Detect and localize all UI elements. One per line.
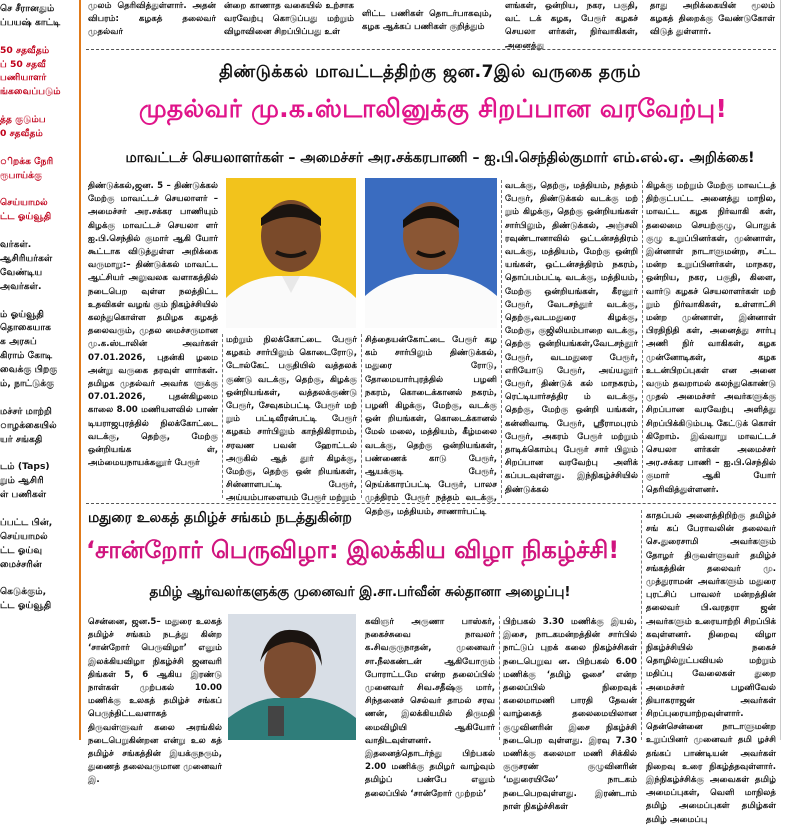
left-column-line: ட்ட ஓய்வூதி bbox=[0, 211, 52, 223]
article1-col1: திண்டுக்கல்,ஜன. 5 – திண்டுக்கல் மேற்கு மாவட்டச் செயலாளர் – அமைச்சர் அர.சக்கர பாணியும் கிழக்கு மாவட்டச் செயலா ளர் ஐ.பி.செந்தில் குமார் ஆகி யோர் கூட்டாக விடுத்துள்ள அறிக்கை வருமாறு:– திண்டுக்கல் மாவட்ட ஆட்சியர் அலுவலக வளாகத்தில் நடைபெற வுள்ள நலத்திட்ட உதவிகள் வழங் கும் நிகழ்ச்சியில் கலந்துகொள்ள தமிழக கழகத் தலைவரும், முதல மைச்சருமான மு.க.ஸ்டாலின் அவர்கள் 07.01.2026, புதன்கி ழமை அன்று வருகை தரவுள் ளார்கள். தமிழக முதல்வர் அவர்க ளுக்கு 07.01.2026, புதன்கிழமை காலை 8.00 மணியளவில் பாண் டியராஜபுரத்தில் நிலக்கோட்டை வடக்கு, தெற்கு, மேற்கு ஒன்றியங்க ள், அம்மையநாயக்கனூர் பேரூர் bbox=[88, 181, 218, 469]
article2-kicker: மதுரை உலகத் தமிழ்ச் சங்கம் நடத்துகின்ற bbox=[88, 510, 352, 526]
col-divider bbox=[222, 334, 223, 498]
left-column-line: 0 சதவீதம் bbox=[0, 128, 43, 140]
left-column-line: ங்கவைப்படும் bbox=[0, 86, 61, 98]
left-column-line: ிறக்க நேரி bbox=[0, 155, 54, 167]
left-column-line: க அரசுப் bbox=[0, 336, 37, 348]
left-column-line: வைக்கு பிறகு bbox=[0, 364, 58, 376]
article1-col5: கிழக்கு மற்றும் மேற்கு மாவட்டத் திற்குட்பட்ட அனைத்து மாநில, மாவட்ட கழக நிர்வாகி கள், தலைமை செயற்குழு, பொதுக் குழு உறுப்பினர்கள், முன்னாள், இன்னாள் நாடாளுமன்ற, சட்ட மன்ற உறுப்பினர்கள், மாநகர, ஒன்றிய, நகர, பகுதி, கிளை, வார்டு கழகச் செயலாளர்கள் மற் றும் நிர்வாகிகள், உள்ளாட்சி மன்ற முன்னாள், இன்னாள் பிரதிநிதி கள், அனைத்து சார்பு அணி நிர் வாகிகள், கழக முன்னோடிகள், கழக உடன்பிறப்புகள் என அனை வரும் தவறாமல் கலந்துகொண்டு முதல் அமைச்சர் அவர்களுக்கு சிறப்பான வரவேற்பு அளித்து சிறப்பிக்கிடும்படி கேட்டுக் கொள் கிறோம். இவ்வாறு மாவட்டச் செயலா ளர்கள் அமைச்சர் அர.சக்கர பாணி – ஐ.பி.செந்தில் குமார் ஆகி யோர் தெரிவித்துள்ளனர். bbox=[646, 181, 776, 495]
top-strip-col5: தாது அறிக்கையின் மூலம் கழகத் திறைக்கு வேண்டுகோள் விடுத் துள்ளார். bbox=[650, 1, 775, 38]
top-strip-col1: முலம் தெரிவித்துள்ளார். அதன் விபரம்: கழகத் தலைவர் முதல்வர் bbox=[88, 1, 216, 38]
col-divider bbox=[499, 616, 500, 740]
article1-headline: முதல்வர் மு.க.ஸ்டாலினுக்கு சிறப்பான வரவேற்பு! bbox=[138, 94, 728, 123]
top-strip-col3: ளிட்ட பணிகள் தொடர்பாகவும், கழக ஆக்கப் பணிகள் குறித்தும் bbox=[362, 9, 492, 33]
photo-minister-sakkarapani bbox=[226, 178, 356, 328]
left-column-line bbox=[0, 141, 76, 155]
left-column-line: செ சீரானதும் bbox=[0, 3, 55, 14]
left-column-line: ரூபாய்க்கு bbox=[0, 169, 43, 181]
photo-parveen-sultana bbox=[228, 614, 356, 740]
left-column-line: வர்கள். bbox=[0, 239, 32, 251]
article2-col1: சென்னை, ஜன.5– மதுரை உலகத் தமிழ்ச் சங்கம் நடத்து கின்ற ‘சான்றோர் பெருவிழா’ எனும் இலக்கியவிழா நிகழ்ச்சி ஜனவரி திங்கள் 5, 6 ஆகிய இரண்டு நாள்கள் முற்பகல் 10.00 மணிக்கு உலகத் தமிழ்ச் சங்கப் பெருந்திட்டவளாகத் திருவள்ளுவர் கலை அரங்கில் நடைபெறுகின்றன என்று உல கத் தமிழ்ச் சங்கத்தின் இயக்குநரும், துணைத் தலைவருமான முனைவர் இ. bbox=[88, 617, 222, 786]
right-edge-rule bbox=[780, 0, 781, 740]
left-column-divider bbox=[79, 0, 81, 740]
article2-headline: ‘சான்றோர் பெருவிழா: இலக்கிய விழா நிகழ்ச்சி! bbox=[86, 536, 620, 564]
left-column-line bbox=[0, 224, 76, 238]
left-column-line: யர் சங்கதி bbox=[0, 433, 43, 445]
left-column-line: மச்சர் மாற்றி bbox=[0, 405, 52, 417]
left-column-line: மைச்சரின் bbox=[0, 558, 42, 570]
left-column-line: பணியாளர் bbox=[0, 72, 47, 84]
article1-col4: வடக்கு, தெற்கு, மத்தியம், நத்தம் பேரூர், திண்டுக்கல் வடக்கு மற் றும் கிழக்கு, தெற்கு ஒன்றியங்கள் சார்பிலும், திண்டுக்கல், அஞ்சலி ரவுண்டானாவில் ஒட்டன்சத்திரம் வடக்கு, மத்தியம், மேற்கு ஒன்றி யங்கள், ஒட்டன்சத்திரம் நகரம், தொப்பம்பட்டி வடக்கு, மத்தியம், மேற்கு ஒன்றியங்கள், கீரனூர் பேரூர், வேடசந்தூர் வடக்கு, தெற்கு,வடமதுரை கிழக்கு, மேற்கு, குஜிலியம்பாறை வடக்கு, தெற்கு ஒன்றியங்கள்,வேடசந்தூர் பேரூர், வடமதுரை பேரூர், எரியோடு பேரூர், அய்யலூர் பேரூர், திண்டுக் கல் மாநகரம், ரெட்டியார்சத்திர ம் வடக்கு, தெற்கு, மேற்கு ஒன்றி யங்கள், கன்னிவாடி பேரூர், ஸ்ரீராமபுரம் பேரூர், அகரம் பேரூர் மற்றும் தாடிக்கொம்பு பேரூர் சார் பிலும் சிறப்பான வரவேற்பு அளிக் கப்படவுள்ளது. இந்நிகழ்ச்சியில் திண்டுக்கல் bbox=[505, 181, 638, 495]
left-column-line: செய்யாமல் bbox=[0, 530, 48, 542]
left-column-line bbox=[0, 30, 76, 44]
left-column-line: ட்ட ஓய்வூதி bbox=[0, 600, 52, 612]
left-column-line: ம் ஓய்வூதி bbox=[0, 308, 45, 320]
left-column-line bbox=[0, 294, 76, 308]
left-column-line: தொகையாக bbox=[0, 322, 52, 334]
article1-col2: மற்றும் நிலக்கோட்டை பேரூர் கழகம் சார்பிலும் கொடைரோடு, டோல்கேட் பகுதியில் வத்தலக் குண்டு வடக்கு, தெற்கு, கிழக்கு ஒன்றியங்கள், வத்தலக்குண்டு பேரூர், சேவுகம்பட்டி பேரூர் மற் றும் பட்டிவீரன்பட்டி பேரூர் கழகம் சார்பிலும் காந்திகிராமம், சரவண பவன் ஹோட்டல் அருகில் ஆத் தூர் கிழக்கு, மேற்கு, தெற்கு ஒன் றியங்கள், சின்னாளபட்டி பேரூர், அய்யம்பாளையம் பேரூர் மற்றும் bbox=[226, 335, 357, 504]
left-column-line: செய்யாமல் bbox=[0, 197, 48, 209]
left-column-line: ப் 50 சதவீ bbox=[0, 58, 46, 70]
article1-kicker: திண்டுக்கல் மாவட்டத்திற்கு ஜன.7இல் வருகை தரும் bbox=[219, 62, 641, 82]
top-strip-col2: ன்றை காணாத வகையில் உற்சாக வரவேற்பு கொடுப்பது மற்றும் விழாவினை சிறப்பிப்பது உள் bbox=[224, 1, 354, 38]
left-column-line: டம் (Taps) bbox=[0, 461, 50, 473]
col-divider bbox=[501, 180, 502, 498]
left-column-line: ப்பயஷ் காட்டி bbox=[0, 16, 61, 28]
left-column-line bbox=[0, 502, 76, 516]
left-column-line: கிராம் கோடி bbox=[0, 350, 53, 362]
left-column-line: வேண்டிய bbox=[0, 266, 43, 278]
left-column-line: த்த குடும்ப bbox=[0, 114, 46, 126]
article1-subhead: மாவட்டச் செயலாளர்கள் – அமைச்சர் அர.சக்கரபாணி – ஐ.பி.செந்தில்குமார் எம்.எல்.ஏ. அறிக்கை! bbox=[125, 150, 755, 166]
col-divider bbox=[641, 510, 642, 740]
article2-subhead: தமிழ் ஆர்வலர்களுக்கு முனைவர் இ.சா.பர்வீன் சுல்தானா அழைப்பு! bbox=[149, 584, 571, 600]
left-column-line: றும் ஆசிரி bbox=[0, 475, 44, 487]
left-column-line: ஆசிரியர்கள் bbox=[0, 253, 53, 265]
left-column-line bbox=[0, 183, 76, 197]
left-column-line bbox=[0, 447, 76, 461]
left-column-line bbox=[0, 391, 76, 405]
article2-col2: கவிஞர் அருணா பாஸ்கர், நகைச்சுவை நாவலர் க.சிவகுருநாதன், முனைவர் சா.நீலகண்டன் ஆகியோரும் போராட்டமே என்ற தலைப்பில் முனைவர் சிவ.சதீஷ்கு மார், சிந்தனைச் செல்வர் தாமல் சரவ ணன், இலக்கியமில் திருமதி மைவிழியி ஆகியோர் வாதிடவுள்ளனர். இதனைத்தொடர்ந்து பிற்பகல் 2.00 மணிக்கு தமிழர் வாழ்வும் தமிழ்ப் பண்பே எனும் தலைப்பில் ‘சான்றோர் முற்றம்’ bbox=[365, 617, 495, 799]
article2-col3: பிற்பகல் 3.30 மணிக்கு இயல், இசை, நாடகமன்றத்தின் சார்பில் நாட்டுப் புறக் கலை நிகழ்ச்சிகள் நடைபெறுவ ன. பிற்பகல் 6.00 மணிக்கு ‘தமிழ் ஓசை’ என்ற தலைப்பில் நிறைவுக் கலைமாமணி பாரதி தேவன் வாழ்கைத் தலைமையிலான குழுவினரின் இசை நிகழ்ச்சி நடைபெற வுள்ளது. இரவு 7.30 மணிக்கு கலைமா மணி சிக்கில் குருசரண் குழுவினரின் ‘மதுரையிலே’ நாடகம் நடைபெறவுள்ளது. இரண்டாம் நாள் நிகழ்ச்சிகள் bbox=[503, 617, 637, 812]
left-column-line: கெடுக்கும், bbox=[0, 586, 47, 598]
article-separator bbox=[86, 503, 776, 504]
col-divider bbox=[642, 180, 643, 498]
left-column-line: அவர்கள். bbox=[0, 280, 42, 292]
left-column-line: ாழக்கையில் bbox=[0, 419, 57, 431]
top-strip-col4: ளங்கள், ஒன்றிய, நகர, பகுதி, வட் டக் கழக, பேரூர் கழகச் செயலா ளர்கள், நிர்வாகிகள், அனைத்து bbox=[505, 1, 638, 51]
top-strip-separator bbox=[86, 49, 776, 50]
article1-col3: சித்தையன்கோட்டை பேரூர் கழ கம் சார்பிலும் திண்டுக்கல், மதுரை ரோடு, தோமையார்புரத்தில் பழனி நகரம், கொடைக்கானல் நகரம், பழனி கிழக்கு, மேற்கு, வடக்கு ஒன் றியங்கள், கொடைக்கானல் மேல் மலை, மத்தியம், கீழ்மலை வடக்கு, தெற்கு ஒன்றியங்கள், பண்ணைக் காடு பேரூர், ஆயக்குடி பேரூர், நெய்க்காரப்பட்டி பேரூர், பாலச முத்திரம் பேரூர் நத்தம் வடக்கு, தெற்கு, மத்தியம், சாணார்பட்டி bbox=[365, 335, 497, 517]
article2-col4: காதப்பல் அளைத்திறிற்கு தமிழ்ச் சங் கப் பேராவலின் தலைவர் செ.துரைசாமி அவர்களும் தோழர் திருவள்ளுவர் தமிழ்ச் சங்கத்தின் தலைவர் மு. முத்துராமன் அவர்களும் மதுரை புரட்சிப் பாவலர் மன்றத்தின் தலைவர் பி.வரதரா ஜன் அவர்களும் உரையாற்றி சிறப்பிக் கவுள்ளனர். நிறைவு விழா நிகழ்ச்சியில் நகைச் தொழில்நுட்பவியல் மற்றும் மதிப்பு வேலைகள் துறை அமைச்சர் பழனிவேல் தியாகராஜன் அவர்கள் சிறப்புரையாற்றவுள்ளார். தென்சென்னை நாடாளுமன்ற உறுப்பினர் முனைவர் தமி ழச்சி தங்கப் பாண்டியன் அவர்கள் நிறைவு உரை நிகழ்த்தவுள்ளார். இந்நிகழ்ச்சிக்கு அவைகள் தமிழ் அமைப்புகள், வெளி மாநிலத் தமிழ் அமைப்புகள் தமிழ்கள் தமிழ் அமைப்பு bbox=[646, 511, 776, 825]
col-divider bbox=[361, 334, 362, 498]
left-column-line: ள் பணிகள் bbox=[0, 489, 47, 501]
left-column bbox=[0, 2, 76, 740]
photo-ip-senthilkumar bbox=[365, 178, 497, 328]
left-column-line: 50 சதவீதம் bbox=[0, 44, 50, 56]
left-column-line: ப்பட்ட பின், bbox=[0, 516, 53, 528]
left-column-line: ம், நாட்டுக்கு bbox=[0, 378, 55, 390]
left-column-line bbox=[0, 99, 76, 113]
left-column-line bbox=[0, 572, 76, 586]
left-column-line: ட்ட ஓய்வு bbox=[0, 544, 43, 556]
